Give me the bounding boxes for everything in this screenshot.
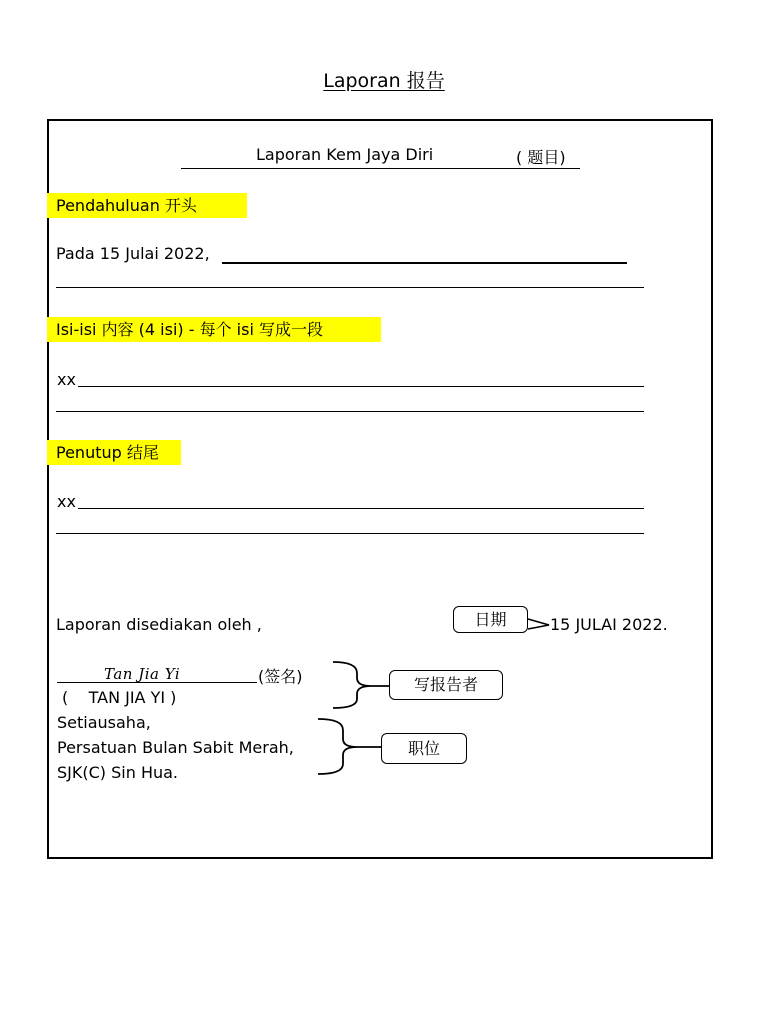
content-heading: Isi-isi 内容 (4 isi) - 每个 isi 写成一段 — [47, 317, 381, 342]
date-value: 15 JULAI 2022. — [550, 615, 668, 634]
report-title-note: ( 题目) — [516, 148, 566, 167]
page-title: Laporan 报告 — [323, 70, 445, 92]
intro-text: Pada 15 Julai 2022, — [56, 244, 210, 263]
signature: Tan Jia Yi — [104, 665, 181, 683]
position-line-1: Setiausaha, — [57, 713, 151, 732]
date-label-box: 日期 — [453, 606, 528, 633]
date-arrow-icon — [528, 619, 549, 629]
report-title: Laporan Kem Jaya Diri — [256, 145, 434, 164]
intro-heading: Pendahuluan 开头 — [47, 193, 247, 218]
signature-note: (签名) — [258, 667, 303, 686]
position-line-3: SJK(C) Sin Hua. — [57, 763, 178, 782]
content-prefix: xx — [57, 370, 76, 389]
position-brace-icon — [318, 719, 381, 774]
closing-prefix: xx — [57, 492, 76, 511]
writer-name: ( TAN JIA YI ) — [62, 688, 177, 707]
position-line-2: Persatuan Bulan Sabit Merah, — [57, 738, 294, 757]
prepared-by-text: Laporan disediakan oleh , — [56, 615, 262, 634]
closing-heading: Penutup 结尾 — [47, 440, 181, 465]
writer-label-box: 写报告者 — [389, 670, 503, 700]
position-label-box: 职位 — [381, 733, 467, 764]
writer-brace-icon — [333, 662, 389, 708]
